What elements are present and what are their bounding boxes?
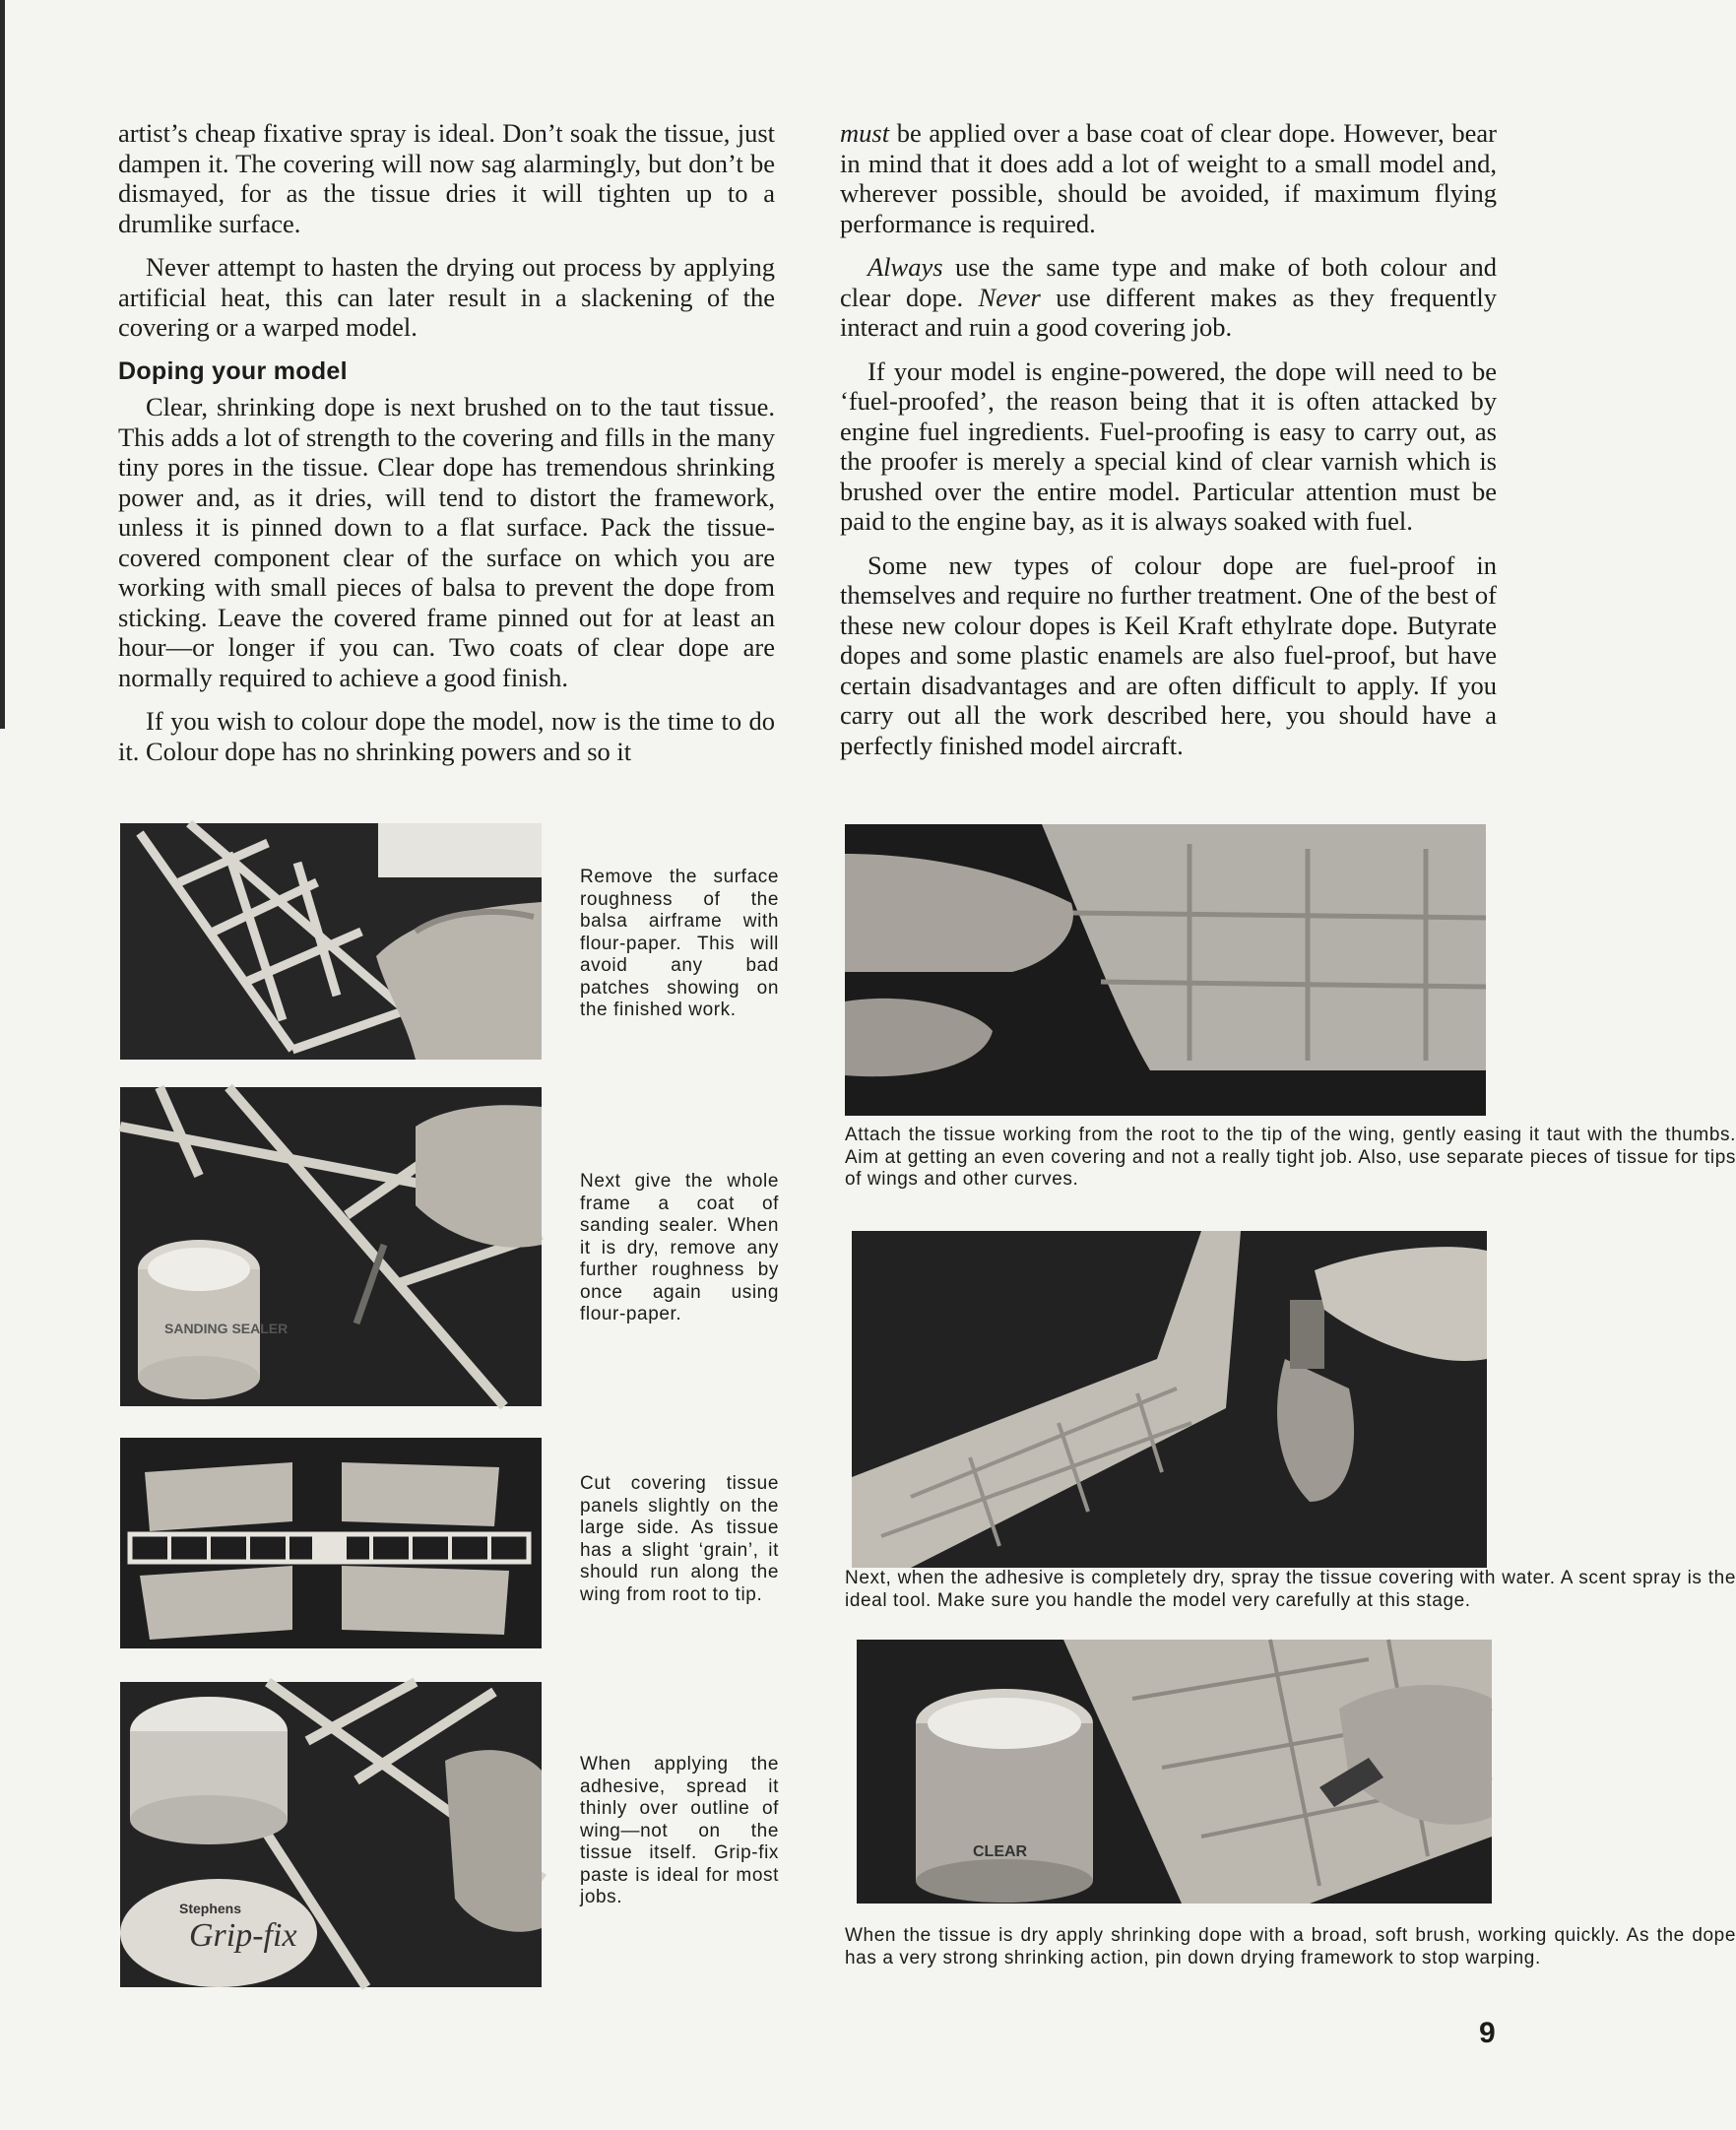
paragraph: Never attempt to hasten the drying out process by applying artificial heat, this can later result in a slackening of the covering or a warped model. — [118, 252, 775, 342]
paragraph: If your model is engine-powered, the dope will need to be ‘fuel-proofed’, the reason being that it is often attacked by engine fuel ingredients. Fuel-proofing is easy to carry out, as the proofer is merely a special kind of clear varnish which is brushed over the entire model. Particular attention must be paid to the engine bay, as it is always soaked with fuel. — [840, 355, 1497, 536]
photo-dope-brushing — [857, 1640, 1492, 1904]
caption: Cut covering tissue panels slightly on the large side. As tissue has a slight ‘grain’, it should run along the wing from root to tip. — [580, 1473, 779, 1605]
right-text-column — [840, 118, 1497, 774]
paragraph: If you wish to colour dope the model, now is the time to do it. Colour dope has no shrinking powers and so it — [118, 706, 775, 766]
photo-tissue-panels — [120, 1438, 542, 1648]
binding-edge — [0, 0, 5, 729]
photo-sanding-frame — [120, 823, 542, 1060]
paragraph: Clear, shrinking dope is next brushed on to the taut tissue. This adds a lot of strength to the covering and fills in the many tiny pores in the tissue. Clear dope has tremendous shrinking power and, as it dries, will tend to distort the framework, unless it is pinned down to a flat surface. Pack the tissue-covered component clear of the surface on which you are working with small pieces of balsa to prevent the dope from sticking. Leave the covered frame pinned out for at least an hour—or longer if you can. Two coats of clear dope are normally required to achieve a good finish. — [118, 392, 775, 692]
paragraph-text: use different makes as they frequently interact and ruin a good covering job. — [840, 282, 1497, 342]
dope-tin-label: CLEAR — [973, 1843, 1028, 1860]
gripfix-brand-label: Stephens — [179, 1901, 242, 1916]
photo-adhesive — [120, 1682, 542, 1987]
photo-sanding-sealer — [120, 1087, 542, 1406]
left-text-column — [118, 118, 775, 780]
section-heading: Doping your model — [118, 356, 348, 385]
page-number: 9 — [1479, 2017, 1496, 2049]
paragraph: artist’s cheap fixative spray is ideal. Don’t soak the tissue, just dampen it. The covering will now sag alarmingly, but don’t be dismayed, for as the tissue dries it will tighten up to a drumlike surface. — [118, 118, 775, 238]
sealer-tin-label: SANDING SEALER — [164, 1321, 289, 1336]
caption: Attach the tissue working from the root to the tip of the wing, gently easing it taut with the thumbs. Aim at getting an even covering and not a really tight job. Also, use separate pieces of tissue for tips of wings and other curves. — [845, 1125, 1736, 1190]
caption: Remove the surface roughness of the balsa airframe with flour-paper. This will avoid any bad patches showing on the finished work. — [580, 867, 779, 1020]
emphasis: Always — [868, 252, 943, 282]
paragraph — [840, 118, 1497, 238]
caption: Next, when the adhesive is completely dry, spray the tissue covering with water. A scent spray is the ideal tool. Make sure you handle the model very carefully at this stage. — [845, 1568, 1736, 1611]
photo-attaching-tissue — [845, 824, 1486, 1116]
caption: When the tissue is dry apply shrinking dope with a broad, soft brush, working quickly. As the dope has a very strong shrinking action, pin down drying framework to stop warping. — [845, 1925, 1736, 1969]
caption: Next give the whole frame a coat of sanding sealer. When it is dry, remove any further roughness by once again using flour-paper. — [580, 1171, 779, 1324]
paragraph-text: be applied over a base coat of clear dope. However, bear in mind that it does add a lot of weight to a small model and, wherever possible, should be avoided, if maximum flying performance is required. — [840, 118, 1497, 238]
paragraph: Some new types of colour dope are fuel-proof in themselves and require no further treatment. One of the best of these new colour dopes is Keil Kraft ethylrate dope. Butyrate dopes and some plastic enamels are also fuel-proof, but have certain disadvantages and are often difficult to apply. If you carry out all the work described here, you should have a perfectly finished model aircraft. — [840, 549, 1497, 760]
photo-water-spray — [852, 1231, 1487, 1568]
paragraph-text: use the same type and make of both colour and clear dope. — [840, 252, 1497, 312]
emphasis: Never — [978, 282, 1041, 312]
emphasis: must — [840, 118, 890, 148]
paragraph — [840, 252, 1497, 343]
gripfix-name-label: Grip-fix — [189, 1917, 297, 1954]
caption: When applying the adhesive, spread it thinly over outline of wing—not on the tissue itself. Grip-fix paste is ideal for most jobs. — [580, 1754, 779, 1907]
